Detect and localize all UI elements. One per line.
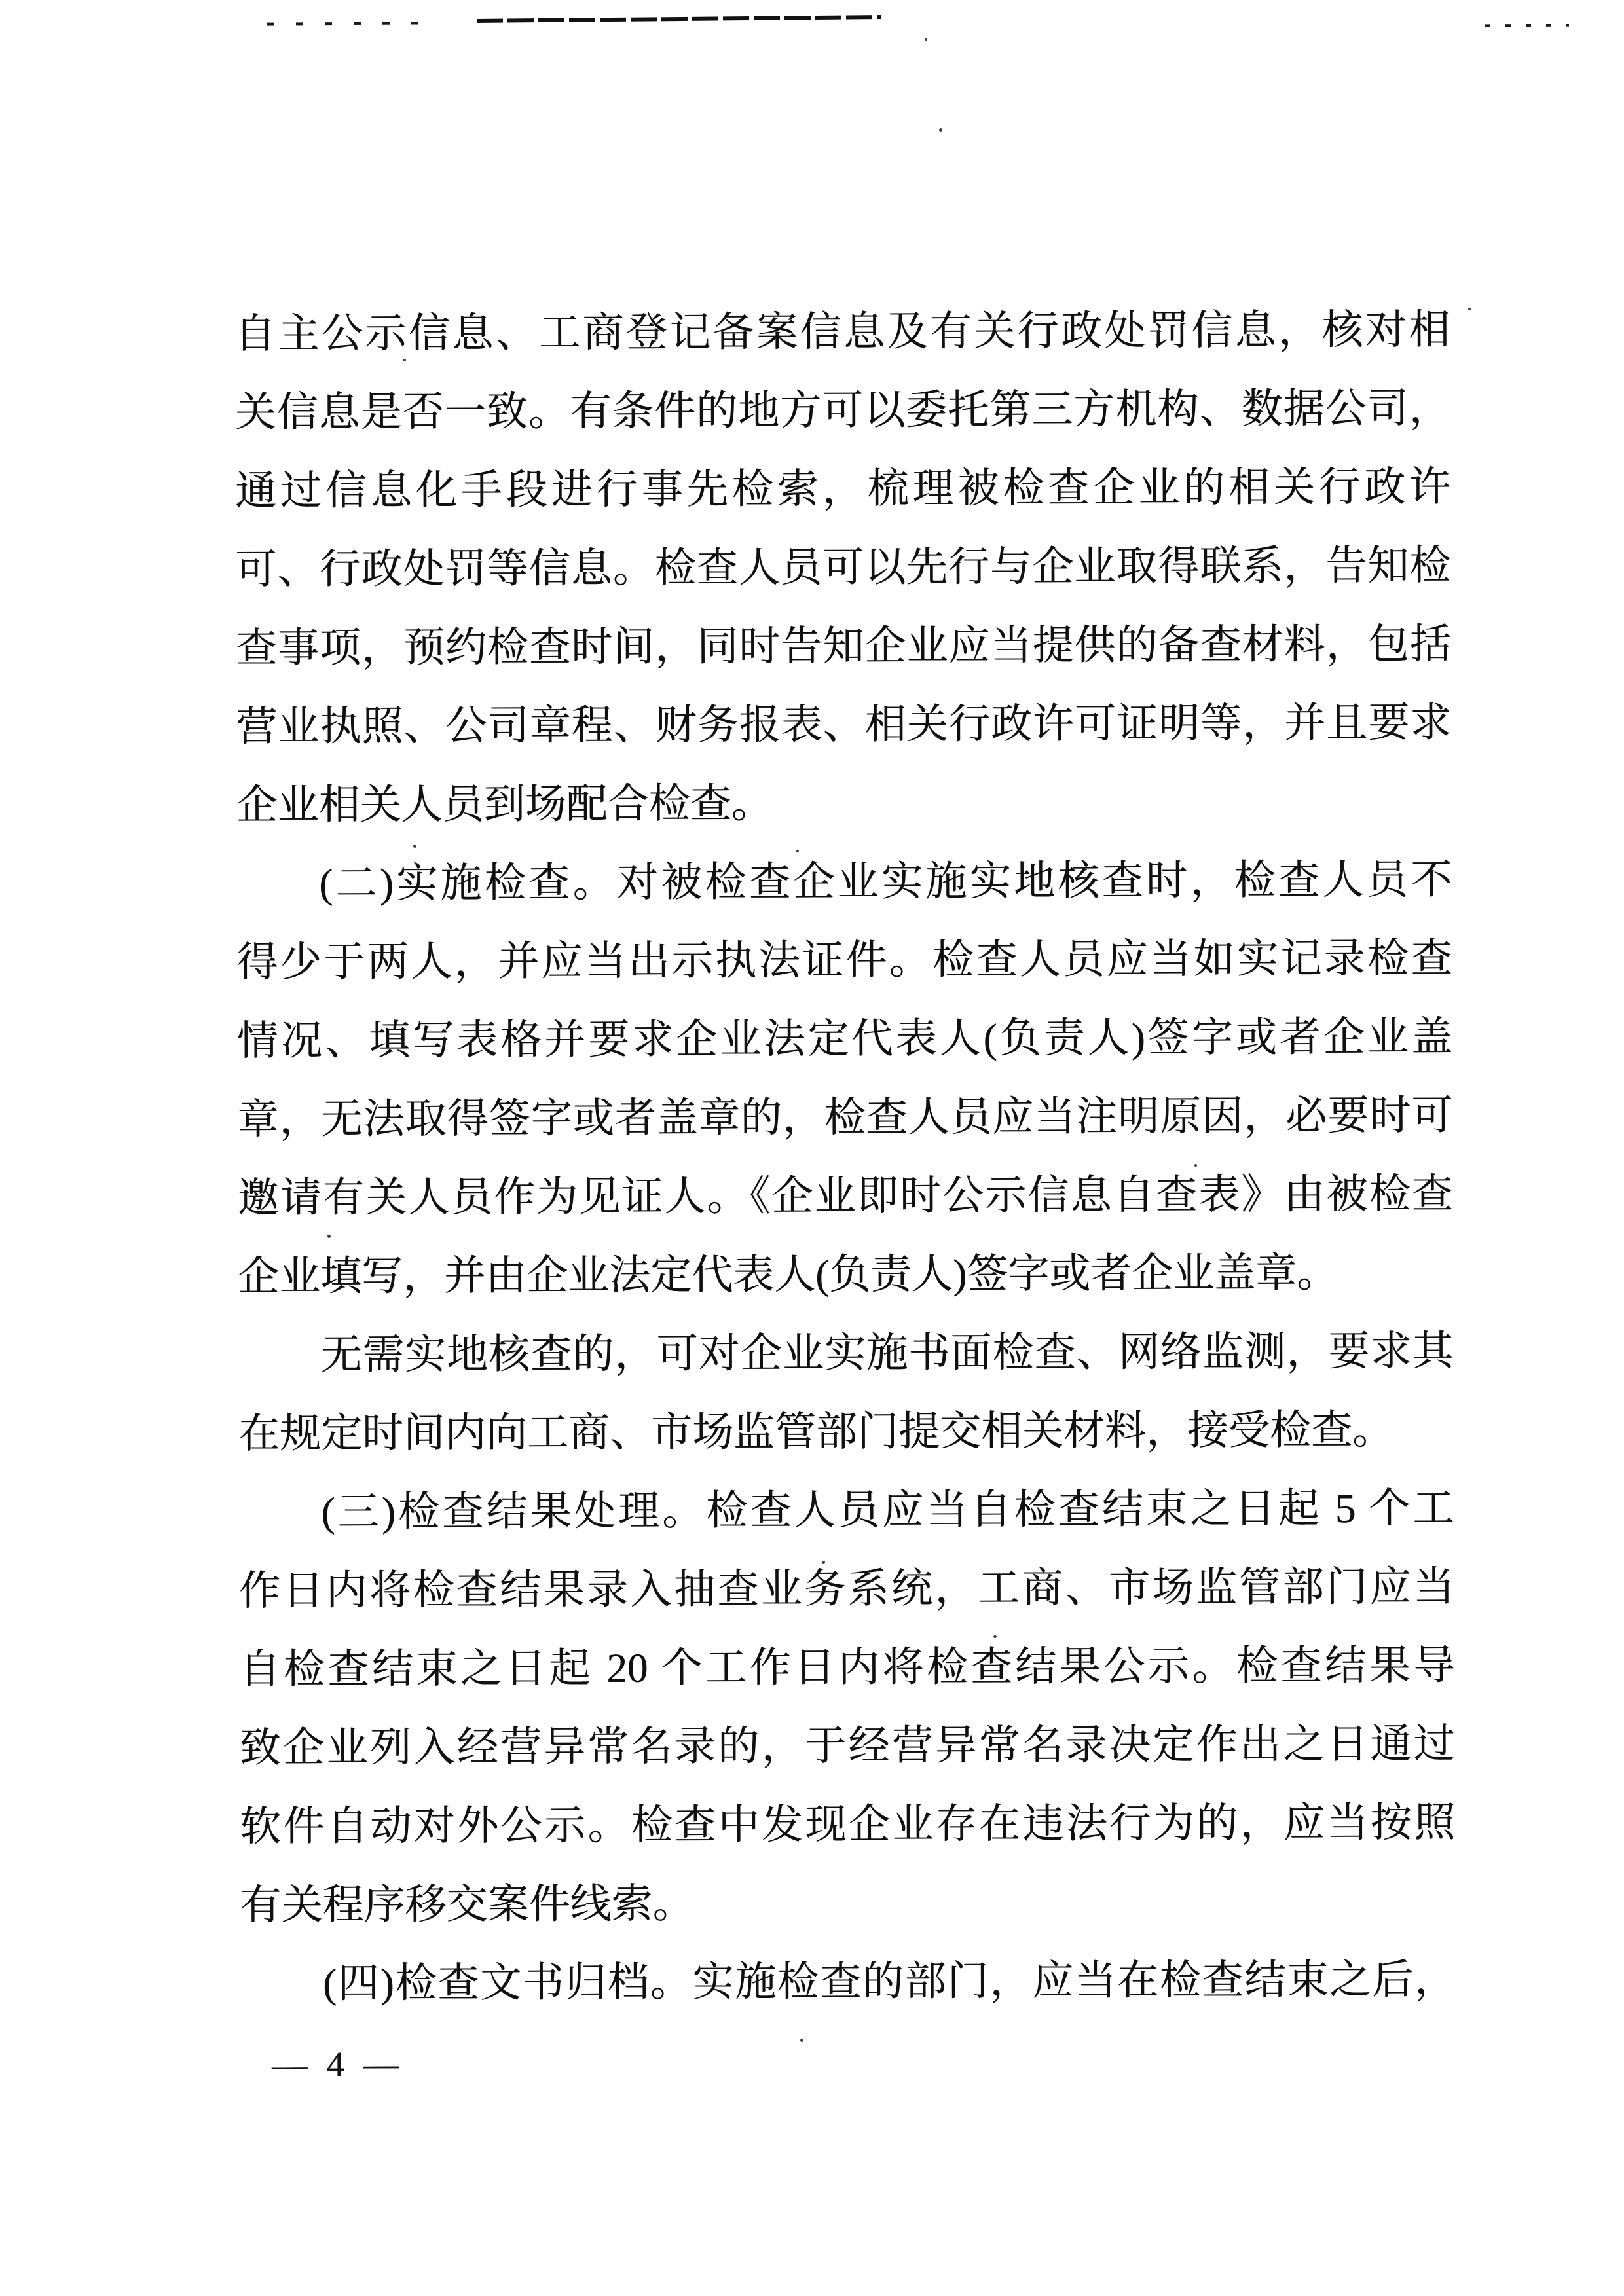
body-line: 邀请有关人员作为见证人。《企业即时公示信息自查表》由被检查: [237, 1171, 1453, 1221]
body-line: 在规定时间内向工商、市场监管部门提交相关材料，接受检查。: [238, 1406, 1394, 1457]
body-line: 企业填写，并由企业法定代表人(负责人)签字或者企业盖章。: [238, 1250, 1338, 1300]
scan-artifact-line: [477, 15, 881, 23]
body-line: 企业相关人员到场配合检查。: [236, 780, 773, 828]
scan-artifact-dashes-right: [1485, 24, 1569, 27]
body-line: 自主公示信息、工商登记备案信息及有关行政处罚信息，核对相: [234, 306, 1450, 357]
scan-speck: [1468, 308, 1471, 310]
body-line: 致企业列入经营异常名录的，于经营异常名录决定作出之日通过: [239, 1721, 1455, 1771]
body-line: 有关程序移交案件线索。: [240, 1880, 694, 1928]
scan-artifact-dashes-left: [267, 22, 434, 25]
body-line: 作日内将检查结果录入抽查业务系统，工商、市场监管部门应当: [238, 1563, 1455, 1614]
scan-speck: [939, 128, 942, 132]
body-line-paragraph-start: (四)检查文书归档。实施检查的部门，应当在检查结束之后，: [322, 1956, 1456, 2007]
body-line: 章，无法取得签字或者盖章的，检查人员应当注明原因，必要时可: [237, 1092, 1453, 1142]
body-line: 通过信息化手段进行事先检索，梳理被检查企业的相关行政许: [234, 464, 1451, 514]
document-body: [234, 291, 1456, 2023]
body-line: 软件自动对外公示。检查中发现企业存在违法行为的，应当按照: [240, 1799, 1456, 1850]
body-line: 可、行政处罚等信息。检查人员可以先行与企业取得联系，告知检: [235, 542, 1451, 592]
body-line: 自检查结束之日起 20 个工作日内将检查结果公示。检查结果导: [239, 1642, 1455, 1692]
body-line-paragraph-start: 无需实地核查的，可对企业实施书面检查、网络监测，要求其: [320, 1328, 1454, 1378]
body-line: 关信息是否一致。有条件的地方可以委托第三方机构、数据公司，: [234, 385, 1450, 435]
body-line: 查事项，预约检查时间，同时告知企业应当提供的备查材料，包括: [235, 621, 1451, 671]
body-line: 得少于两人，并应当出示执法证件。检查人员应当如实记录检查: [236, 935, 1452, 985]
scan-speck: [925, 38, 927, 41]
body-line-paragraph-start: (三)检查结果处理。检查人员应当自检查结束之日起 5 个工: [321, 1485, 1454, 1535]
body-line: 情况、填写表格并要求企业法定代表人(负责人)签字或者企业盖: [236, 1013, 1453, 1064]
scan-speck: [800, 2039, 803, 2042]
page-number: — 4 —: [271, 2044, 405, 2085]
body-line: 营业执照、公司章程、财务报表、相关行政许可证明等，并且要求: [236, 699, 1452, 750]
body-line-paragraph-start: (二)实施检查。对被检查企业实施实地核查时，检查人员不: [319, 856, 1452, 907]
